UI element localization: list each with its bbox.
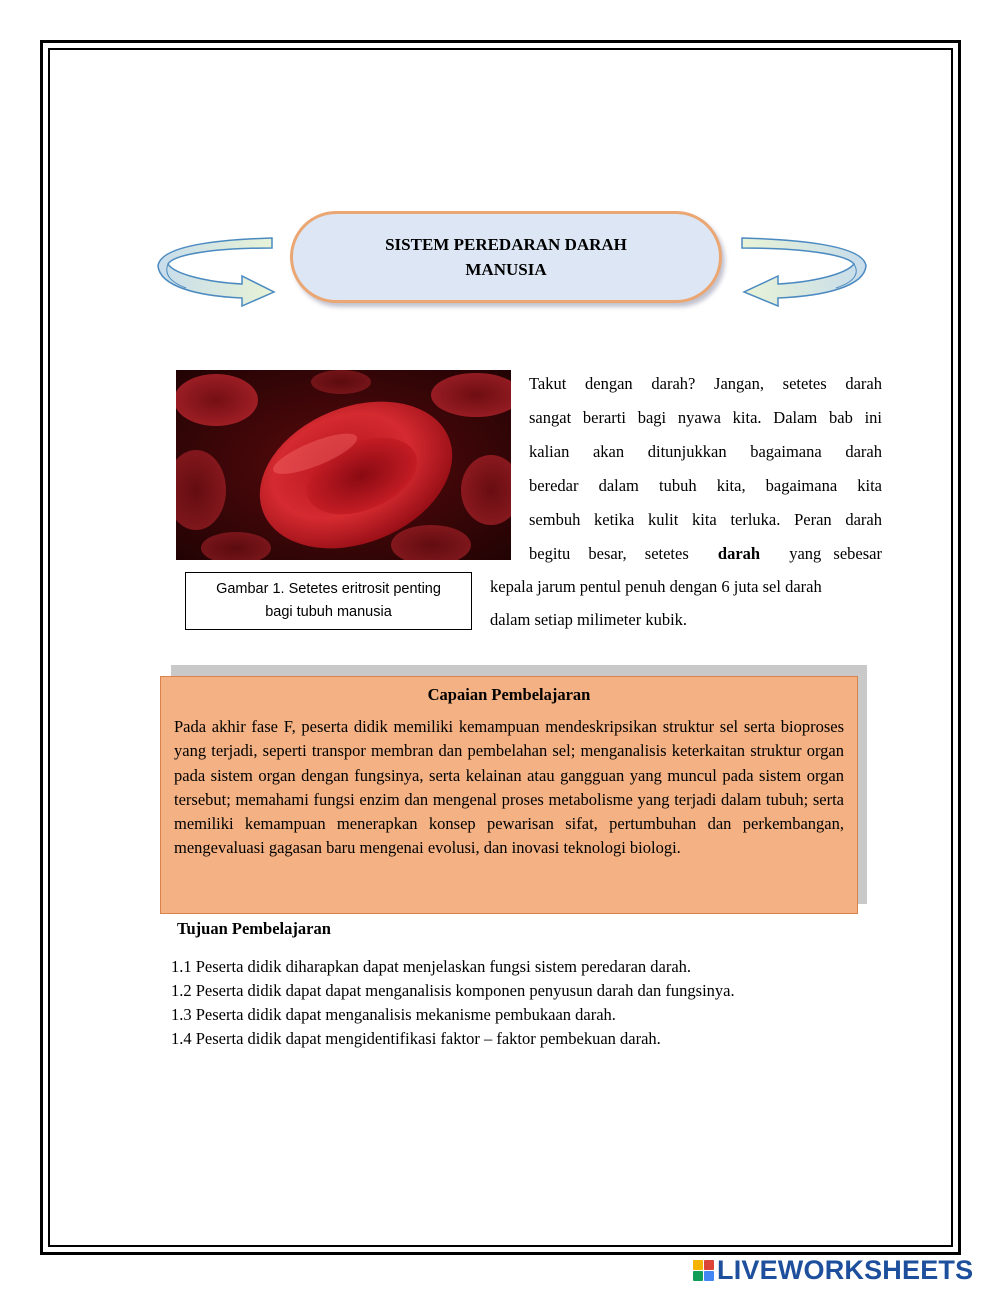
tujuan-item: 1.3 Peserta didik dapat menganalisis mekanisme pembukaan darah. [171, 1005, 616, 1024]
intro-text: yang sebesar [789, 544, 882, 563]
intro-line [529, 537, 882, 571]
liveworksheets-name: LIVEWORKSHEETS [717, 1254, 974, 1285]
tujuan-item: 1.4 Peserta didik dapat mengidentifikasi faktor – faktor pembekuan darah. [171, 1029, 661, 1048]
liveworksheets-logo-icon [693, 1260, 714, 1281]
liveworksheets-brand[interactable] [693, 1254, 973, 1286]
tujuan-heading: Tujuan Pembelajaran [177, 919, 331, 938]
red-blood-cell-image [176, 370, 511, 560]
intro-text: begitu besar, setetes [529, 544, 689, 563]
capaian-box [160, 676, 858, 914]
tujuan-list [171, 955, 891, 1051]
curved-arrow-left-icon [156, 234, 278, 308]
intro-line: Takut dengan darah? Jangan, setetes darah [529, 374, 882, 393]
figure-caption [185, 572, 472, 630]
logo-square [693, 1260, 703, 1270]
intro-keyword-darah: darah [717, 544, 761, 563]
page-title-line2: MANUSIA [465, 260, 547, 279]
page-title [290, 211, 722, 303]
logo-square [693, 1271, 703, 1281]
logo-square [704, 1260, 714, 1270]
intro-paragraph [529, 367, 882, 571]
intro-line: sembuh ketika kulit kita terluka. Peran darah [529, 510, 882, 529]
intro-line: kalian akan ditunjukkan bagaimana darah [529, 442, 882, 461]
capaian-heading: Capaian Pembelajaran [427, 685, 591, 704]
tujuan-item: 1.2 Peserta didik dapat dapat menganalisis komponen penyusun darah dan fungsinya. [171, 981, 735, 1000]
intro-line: dalam setiap milimeter kubik. [490, 610, 688, 629]
figure-caption-line1: Gambar 1. Setetes eritrosit penting [216, 581, 441, 597]
logo-square [704, 1271, 714, 1281]
curved-arrow-right-icon [736, 234, 868, 308]
figure-caption-line2: bagi tubuh manusia [265, 604, 392, 620]
capaian-text: Pada akhir fase F, peserta didik memiliki kemampuan mendeskripsikan struktur sel serta bioproses yang terjadi, seperti transpor membran dan pembelahan sel; menganalisis keterkaitan struktur organ pada sistem organ dengan fungsinya, serta kelainan atau gangguan yang muncul pada sistem organ tersebut; memahami fungsi enzim dan mengenal proses metabolisme yang terjadi dalam tubuh; serta memiliki kemampuan menerapkan konsep pewarisan sifat, pertumbuhan dan perkembangan, mengevaluasi gagasan baru mengenai evolusi, dan inovasi teknologi biologi. [174, 717, 844, 858]
intro-line: beredar dalam tubuh kita, bagaimana kita [529, 476, 882, 495]
intro-line: kepala jarum pentul penuh dengan 6 juta sel darah [490, 577, 822, 596]
intro-line: sangat berarti bagi nyawa kita. Dalam bab ini [529, 408, 882, 427]
page-title-line1: SISTEM PEREDARAN DARAH [385, 235, 627, 254]
tujuan-item: 1.1 Peserta didik diharapkan dapat menjelaskan fungsi sistem peredaran darah. [171, 957, 692, 976]
